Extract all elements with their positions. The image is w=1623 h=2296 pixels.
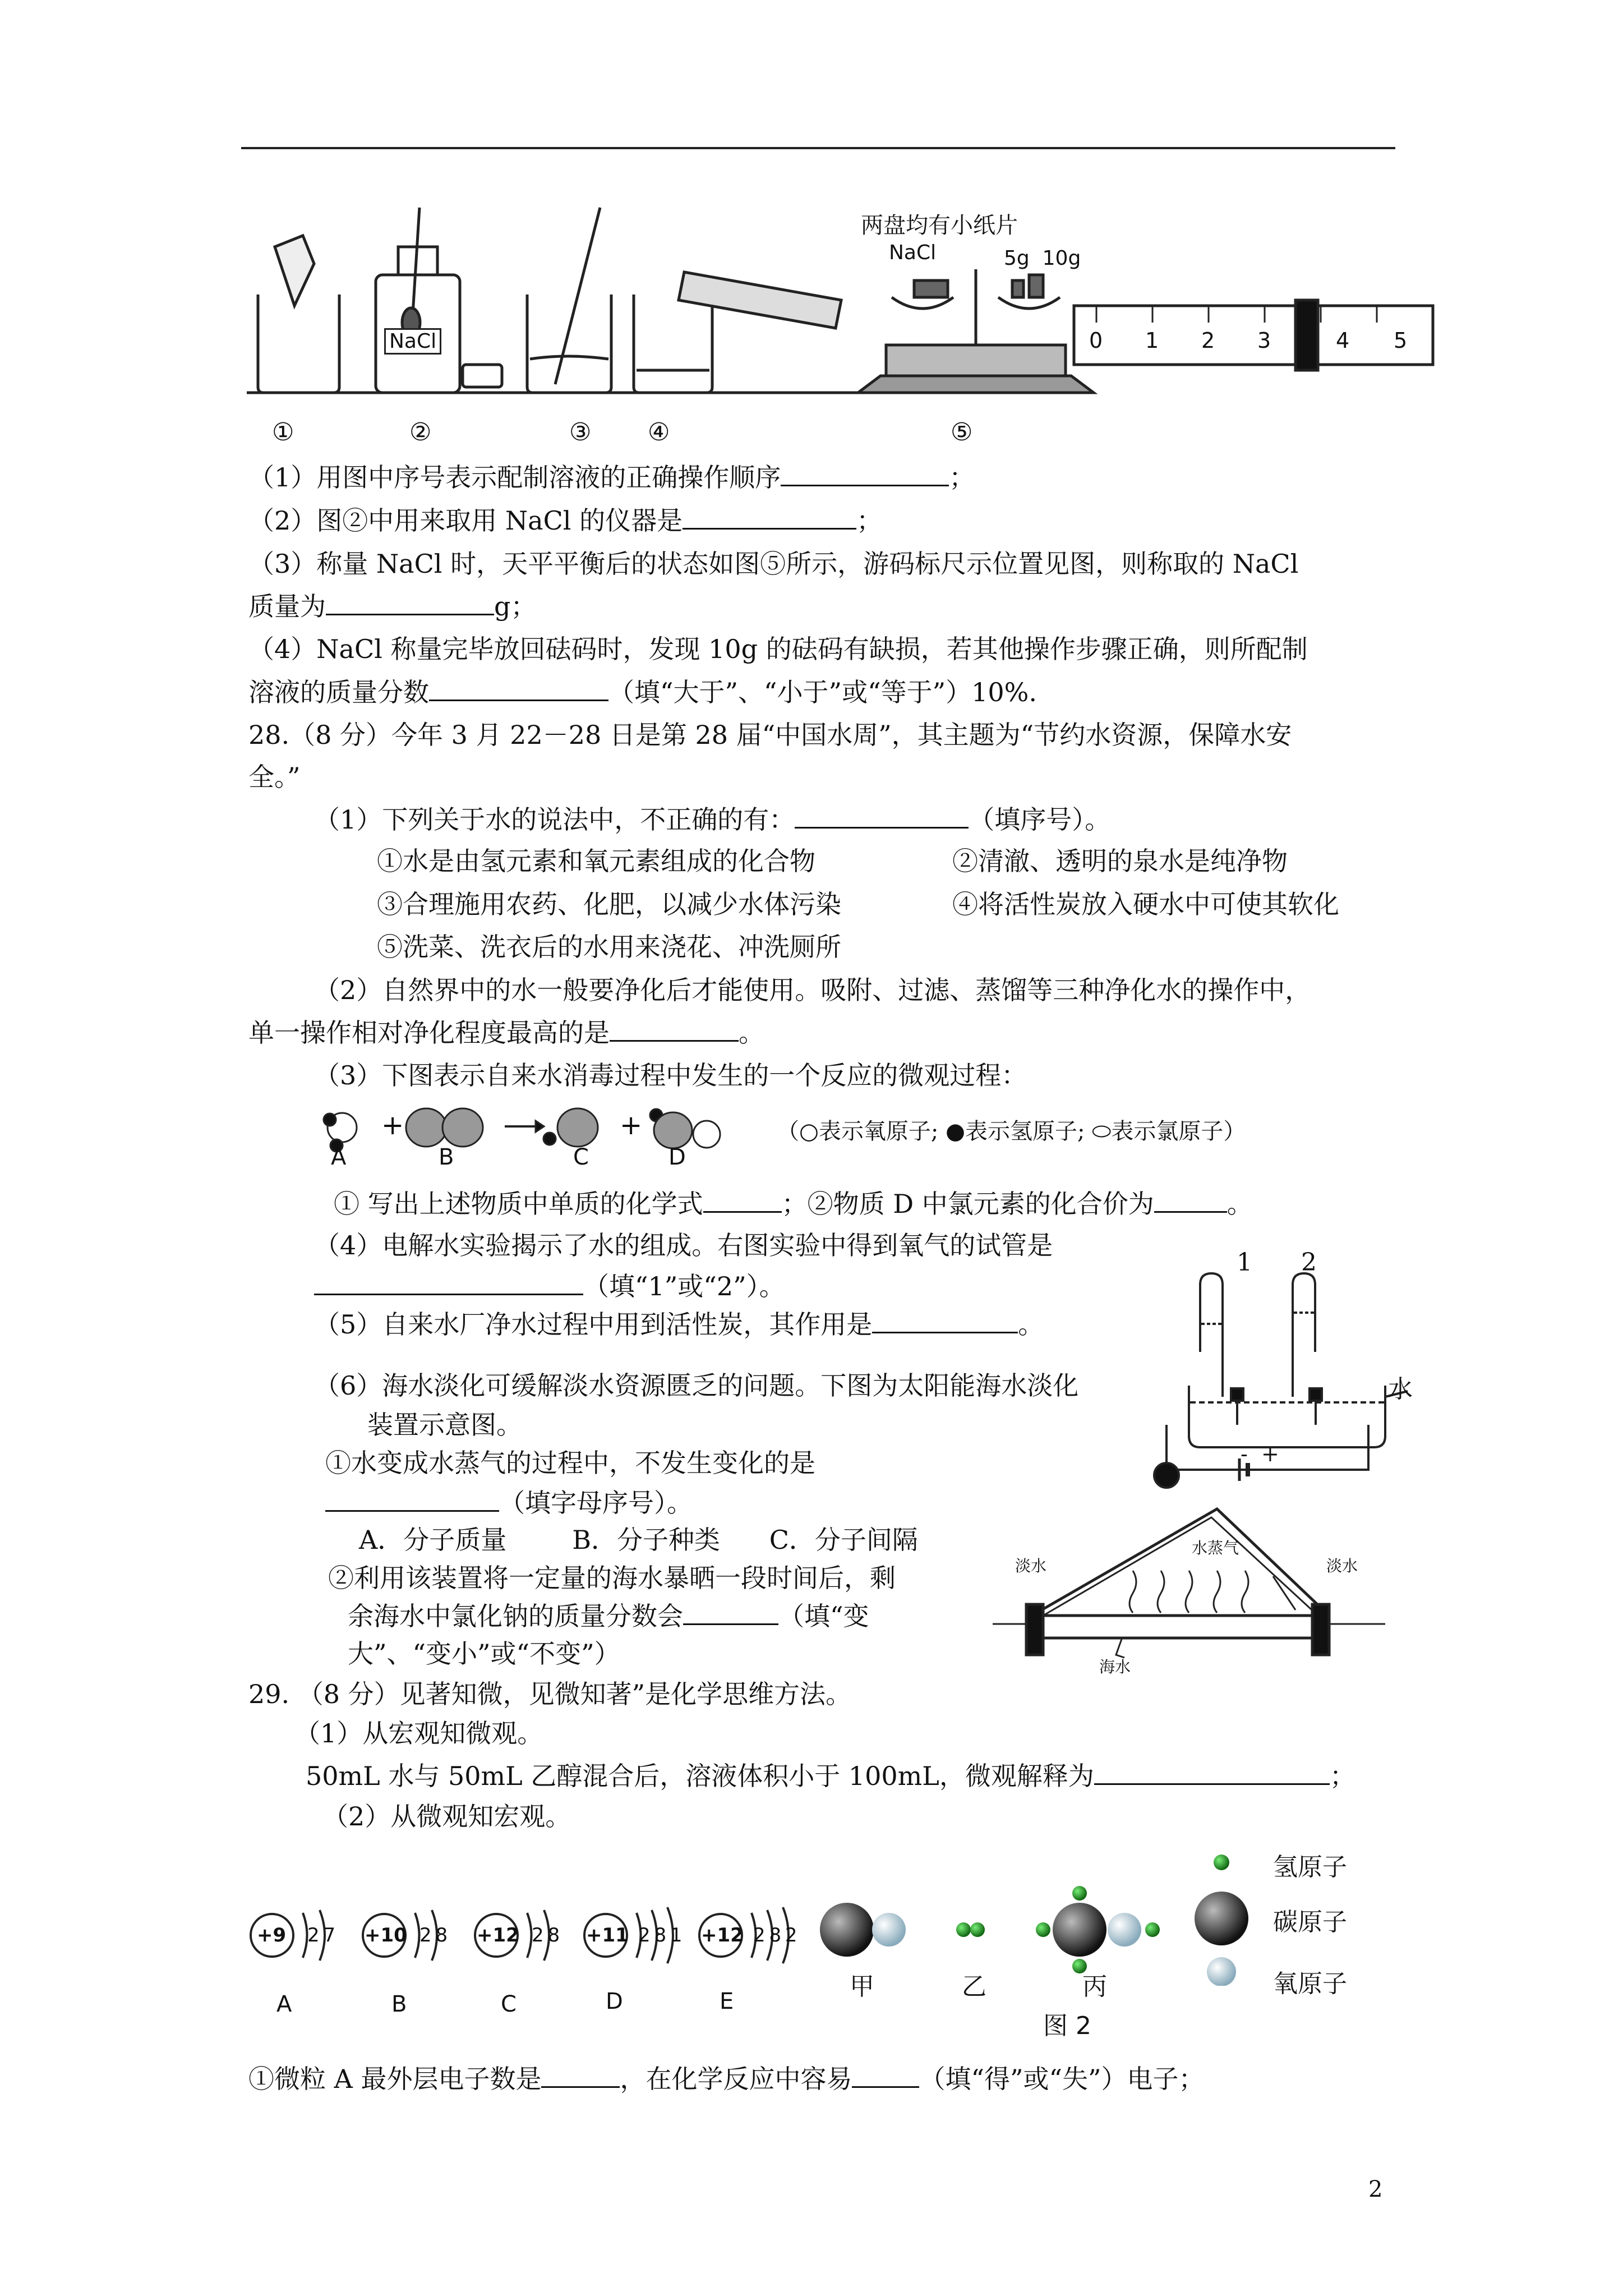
ruler-tick-4: 4 bbox=[1336, 328, 1350, 353]
electro-tube-1-label: 1 bbox=[1237, 1248, 1252, 1277]
q28-s1: （1）下列关于水的说法中，不正确的有： （填序号）。 bbox=[314, 802, 1110, 836]
q29-heading: 29. （8 分）见著知微，见微知著”是化学思维方法。 bbox=[248, 1679, 852, 1709]
desal-vapor-label: 水蒸气 bbox=[1192, 1539, 1239, 1557]
answer-blank[interactable] bbox=[610, 1015, 739, 1042]
q28-s5: （5）自来水厂净水过程中用到活性炭，其作用是 。 bbox=[314, 1307, 1044, 1341]
step-label-4: ④ bbox=[648, 418, 670, 447]
answer-blank[interactable] bbox=[1154, 1186, 1227, 1213]
q29-q1: ①微粒 A 最外层电子数是 ，在化学反应中容易 （填“得”或“失”）电子； bbox=[248, 2062, 1205, 2096]
answer-blank[interactable] bbox=[683, 503, 856, 530]
q28-s6b: 装置示意图。 bbox=[367, 1410, 522, 1440]
svg-text:+: + bbox=[381, 1110, 404, 1141]
solar-desalination-device bbox=[993, 1492, 1430, 1677]
q29-s1: （1）从宏观知微观。 bbox=[294, 1718, 543, 1749]
legend-hydrogen: 氢原子 bbox=[1273, 1853, 1347, 1881]
atom-b-shells: 2 8 bbox=[419, 1924, 447, 1947]
q28-option-5: ⑤洗菜、洗衣后的水用来浇花、冲洗厕所 bbox=[377, 932, 841, 962]
answer-blank[interactable] bbox=[541, 2062, 620, 2088]
electro-water-label: 水 bbox=[1388, 1375, 1413, 1404]
q28-s2b: 单一操作相对净化程度最高的是 。 bbox=[248, 1015, 764, 1050]
q28-s6-q1b: （填字母序号）。 bbox=[325, 1485, 693, 1520]
desal-seawater-label: 海水 bbox=[1099, 1658, 1131, 1676]
q28-option-4: ④将活性炭放入硬水中可使其软化 bbox=[952, 889, 1339, 919]
figure-2-caption: 图 2 bbox=[1043, 2012, 1091, 2040]
q28-s3: （3）下图表示自来水消毒过程中发生的一个反应的微观过程： bbox=[314, 1060, 1027, 1091]
balance-left-label: NaCl bbox=[889, 241, 937, 264]
molecule-bing-label: 丙 bbox=[1082, 1972, 1107, 2001]
reactant-b-label: B bbox=[439, 1144, 454, 1170]
q29-s1-question: 50mL 水与 50mL 乙醇混合后，溶液体积小于 100mL，微观解释为 ； bbox=[306, 1759, 1355, 1793]
q28-s2a: （2）自然界中的水一般要净化后才能使用。吸附、过滤、蒸馏等三种净化水的操作中， bbox=[314, 975, 1311, 1005]
solution-prep-figure bbox=[241, 185, 1441, 449]
q27-part1: （1）用图中序号表示配制溶液的正确操作顺序 ； bbox=[248, 460, 975, 494]
answer-blank[interactable] bbox=[683, 1599, 778, 1625]
answer-blank[interactable] bbox=[703, 1186, 782, 1213]
legend-oxygen: 氧原子 bbox=[1273, 1970, 1347, 1998]
ruler-tick-3: 3 bbox=[1257, 328, 1271, 353]
balance-caption: 两盘均有小纸片 bbox=[861, 213, 1018, 238]
atom-a-label: A bbox=[276, 1991, 292, 2017]
reaction-legend: （○表示氧原子; ●表示氢原子; ⬭表示氯原子） bbox=[777, 1119, 1246, 1144]
step-label-5: ⑤ bbox=[951, 418, 973, 447]
q28-s6-q1: ①水变成水蒸气的过程中，不发生变化的是 bbox=[325, 1448, 815, 1478]
q28-s3-questions: ① 写出上述物质中单质的化学式 ；②物质 D 中氯元素的化合价为 。 bbox=[334, 1186, 1253, 1221]
balance-weights-label: 5g 10g bbox=[1004, 247, 1081, 270]
q28-heading-1: 28.（8 分）今年 3 月 22－28 日是第 28 届“中国水周”，其主题为“节约水资源，保障水安 bbox=[248, 720, 1292, 750]
atom-c-label: C bbox=[501, 1991, 517, 2017]
answer-blank[interactable] bbox=[795, 802, 969, 829]
q28-heading-2: 全。” bbox=[248, 762, 301, 792]
atom-b-nucleus: +10 bbox=[365, 1924, 407, 1947]
atom-b-label: B bbox=[391, 1991, 407, 2017]
q27-part3a: （3）称量 NaCl 时，天平平衡后的状态如图⑤所示，游码标尺示位置见图，则称取的 NaCl bbox=[248, 549, 1299, 579]
q29-s2: （2）从微观知宏观。 bbox=[322, 1801, 571, 1832]
q28-s6-q2a: ②利用该装置将一定量的海水暴晒一段时间后，剩 bbox=[328, 1563, 896, 1593]
q28-s4b: （填“1”或“2”）。 bbox=[314, 1269, 785, 1303]
answer-blank[interactable] bbox=[781, 460, 949, 486]
atom-a-nucleus: +9 bbox=[257, 1924, 287, 1947]
answer-blank[interactable] bbox=[314, 1269, 583, 1295]
atom-d-nucleus: +11 bbox=[586, 1924, 629, 1947]
atom-e-label: E bbox=[720, 1989, 734, 2014]
atom-e-shells: 2 8 2 bbox=[753, 1924, 796, 1947]
answer-blank[interactable] bbox=[872, 1307, 1018, 1333]
q28-s6-q2b: 余海水中氯化钠的质量分数会 （填“变 bbox=[348, 1599, 869, 1633]
step-label-2: ② bbox=[409, 418, 432, 447]
legend-carbon: 碳原子 bbox=[1273, 1908, 1347, 1936]
ruler-tick-5: 5 bbox=[1394, 328, 1408, 353]
q27-part2: （2）图②中用来取用 NaCl 的仪器是 ； bbox=[248, 503, 882, 537]
q28-s4a: （4）电解水实验揭示了水的组成。右图实验中得到氧气的试管是 bbox=[314, 1230, 1053, 1260]
q28-option-1: ①水是由氢元素和氧元素组成的化合物 bbox=[377, 846, 815, 876]
desal-right-freshwater: 淡水 bbox=[1326, 1557, 1358, 1575]
header-rule bbox=[241, 147, 1395, 149]
atom-d-label: D bbox=[606, 1989, 623, 2014]
svg-text:+: + bbox=[620, 1110, 643, 1141]
q28-s6-options: A．分子质量 B．分子种类 C．分子间隔 bbox=[359, 1525, 918, 1555]
desal-left-freshwater: 淡水 bbox=[1015, 1557, 1047, 1575]
step-label-1: ① bbox=[272, 418, 294, 447]
answer-blank[interactable] bbox=[852, 2062, 919, 2088]
ruler-tick-0: 0 bbox=[1089, 328, 1103, 353]
answer-blank[interactable] bbox=[1094, 1759, 1330, 1785]
atom-c-shells: 2 8 bbox=[532, 1924, 559, 1947]
reactant-a-label: A bbox=[331, 1144, 347, 1170]
q28-s6-q2c: 大”、“变小”或“不变”） bbox=[348, 1639, 620, 1669]
atom-c-nucleus: +12 bbox=[477, 1924, 519, 1947]
molecule-jia-label: 甲 bbox=[850, 1972, 874, 2001]
page-number: 2 bbox=[1368, 2177, 1383, 2202]
q28-option-3: ③合理施用农药、化肥，以减少水体污染 bbox=[377, 889, 841, 919]
step-label-3: ③ bbox=[569, 418, 592, 447]
atom-e-nucleus: +12 bbox=[701, 1924, 744, 1947]
nacl-bottle-label: NaCl bbox=[384, 328, 441, 355]
atom-a-shells: 2 7 bbox=[307, 1924, 335, 1947]
battery-polarity-label: - + bbox=[1241, 1442, 1279, 1466]
ruler-tick-2: 2 bbox=[1201, 328, 1215, 353]
q27-part4a: （4）NaCl 称量完毕放回砝码时，发现 10g 的砝码有缺损，若其他操作步骤正确，则所配制 bbox=[248, 634, 1308, 664]
q28-s6a: （6）海水淡化可缓解淡水资源匮乏的问题。下图为太阳能海水淡化 bbox=[314, 1370, 1079, 1401]
answer-blank[interactable] bbox=[326, 589, 494, 615]
q27-part4b: 溶液的质量分数 （填“大于”、“小于”或“等于”）10%. bbox=[248, 675, 1037, 709]
atom-d-shells: 2 8 1 bbox=[638, 1924, 681, 1947]
ruler-tick-1: 1 bbox=[1145, 328, 1159, 353]
electro-tube-2-label: 2 bbox=[1301, 1248, 1317, 1277]
molecule-yi-label: 乙 bbox=[962, 1972, 986, 2001]
answer-blank[interactable] bbox=[429, 675, 608, 701]
q28-option-2: ②清澈、透明的泉水是纯净物 bbox=[952, 846, 1288, 876]
q27-part3b: 质量为 g； bbox=[248, 589, 536, 623]
answer-blank[interactable] bbox=[325, 1485, 499, 1512]
product-d-label: D bbox=[668, 1144, 686, 1170]
product-c-label: C bbox=[573, 1144, 589, 1170]
